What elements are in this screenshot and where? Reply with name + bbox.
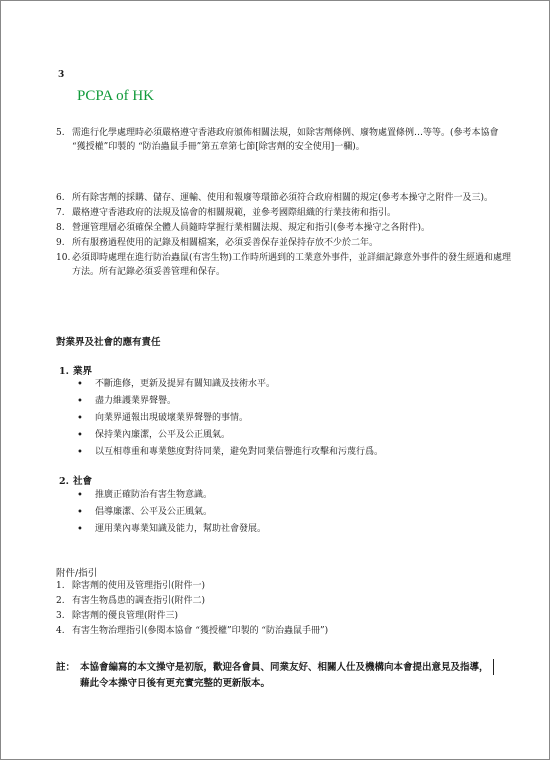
list-item: [56, 221, 512, 235]
item-text: 盡力維護業界聲譽。: [95, 396, 177, 406]
item-text: 嚴格遵守香港政府的法規及協會的相關規範，並參考國際組織的行業技術和指引。: [72, 208, 397, 218]
item-text: 所有除害劑的採購、儲存、運輸、使用和報廢等環節必須符合政府相關的規定(參考本操守之附件一及三)。: [72, 193, 494, 203]
text-cursor-bar: [493, 659, 494, 675]
item-text: 不斷進修，更新及提昇有關知識及技術水平。: [95, 379, 276, 389]
list-item: [56, 579, 328, 594]
section-title-society: [59, 473, 92, 487]
item-number: 5.: [56, 128, 65, 138]
list-item: [56, 206, 512, 220]
item-text: 向業界通報出現破壞業界聲譽的事情。: [95, 413, 249, 423]
bullet-icon: •: [77, 447, 83, 458]
list-item: [77, 521, 266, 538]
list-item: [56, 594, 328, 609]
item-number: 10.: [56, 253, 71, 263]
bullet-icon: •: [77, 430, 83, 441]
item-text: 除害劑的優良管理(附件三): [72, 611, 179, 621]
section-title-industry: [59, 363, 92, 377]
item-text: 需進行化學處理時必須嚴格遵守香港政府頒佈相關法規，如除害劑條例、廢物處置條例…等等。(參考本協會 “獲授權”印製的 “防治蟲鼠手冊”第五章第七節[除害劑的安全使用]一欄)。: [72, 128, 499, 152]
appendix-list: [56, 579, 328, 639]
bullet-icon: •: [77, 413, 83, 424]
list-item: [77, 410, 383, 427]
industry-bullet-list: [77, 376, 383, 461]
note-text: 本協會編寫的本文操守是初版，歡迎各會員、同業友好、相關人仕及機構向本會提出意見及指導，藉此令本操守日後有更充實完整的更新版本。: [80, 662, 489, 689]
item-text: 必須即時處理在進行防治蟲鼠(有害生物)工作時所遇到的工業意外事件，並詳細記錄意外事件的發生經過和處理方法。所有記錄必須妥善管理和保存。: [72, 253, 512, 277]
item-number: 2.: [56, 596, 65, 606]
list-item: [56, 236, 512, 250]
bullet-icon: •: [77, 507, 83, 518]
list-item: [77, 427, 383, 444]
list-item: [56, 609, 328, 624]
item-text: 倡導廉潔、公平及公正風氣。: [95, 507, 213, 517]
item-text: 推廣正確防治有害生物意識。: [95, 490, 213, 500]
appendix-heading: 附件/指引: [56, 568, 98, 579]
item-number: 7.: [56, 208, 65, 218]
item-number: 6.: [56, 193, 65, 203]
list-item: [56, 624, 328, 639]
list-item: [56, 251, 512, 279]
list-item: [77, 487, 266, 504]
list-item: [77, 393, 383, 410]
note-label: 註：: [56, 662, 76, 673]
list-item: [77, 444, 383, 461]
item-number: 1.: [56, 581, 65, 591]
item-text: 有害生物爲患的調查指引(附件二): [72, 596, 206, 606]
item-number: 8.: [56, 223, 65, 233]
list-item: [77, 504, 266, 521]
list-item: [56, 191, 512, 205]
item-text: 以互相尊重和專業態度對待同業，避免對同業信譽進行攻擊和污蔑行爲。: [95, 447, 384, 457]
responsibility-heading: 對業界及社會的應有責任: [56, 337, 161, 348]
section-number: 2.: [59, 476, 69, 487]
item-number: 3.: [56, 611, 65, 621]
page-number: 3: [58, 70, 65, 80]
section-label: 業界: [73, 366, 93, 377]
item-number: 9.: [56, 238, 65, 248]
rules-list-a: [56, 126, 512, 154]
bullet-icon: •: [77, 379, 83, 390]
item-number: 4.: [56, 626, 65, 636]
bullet-icon: •: [77, 396, 83, 407]
item-text: 保持業內廉潔，公平及公正風氣。: [95, 430, 231, 440]
item-text: 營運管理層必須確保全體人員隨時掌握行業相關法規、規定和指引(參考本操守之各附件)。: [72, 223, 431, 233]
footer-note: [56, 660, 496, 692]
item-text: 所有服務過程使用的記錄及相關檔案，必須妥善保存並保持存放不少於二年。: [72, 238, 379, 248]
bullet-icon: •: [77, 524, 83, 535]
item-text: 運用業內專業知識及能力，幫助社會發展。: [95, 524, 267, 534]
item-text: 除害劑的使用及管理指引(附件一): [72, 581, 206, 591]
society-bullet-list: [77, 487, 266, 538]
list-item: [77, 376, 383, 393]
rules-list-b: [56, 191, 512, 280]
list-item: [56, 126, 512, 154]
section-number: 1.: [59, 366, 69, 377]
logo-text: PCPA of HK: [77, 88, 154, 104]
bullet-icon: •: [77, 490, 83, 501]
item-text: 有害生物治理指引(參閱本協會 “獲授權”印製的 “防治蟲鼠手冊”): [72, 626, 329, 636]
section-label: 社會: [73, 476, 93, 487]
